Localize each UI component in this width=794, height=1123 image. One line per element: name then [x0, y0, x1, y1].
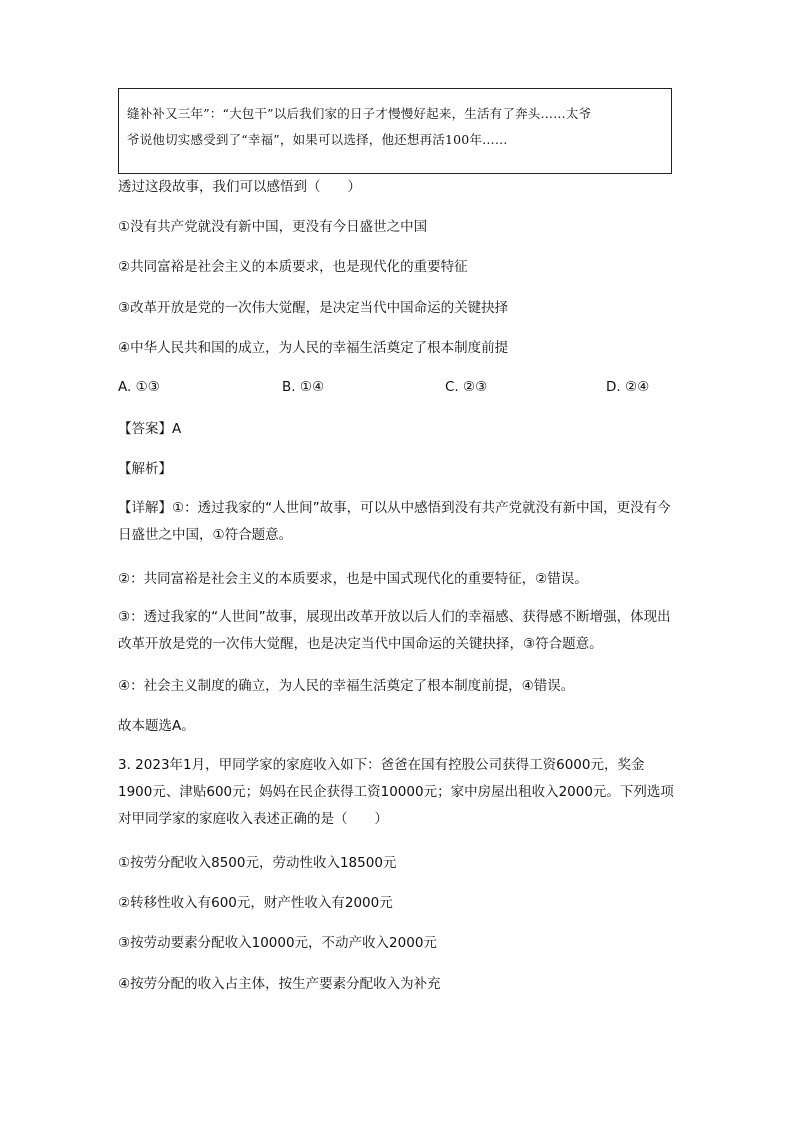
analysis-conclusion: 故本题选A。	[118, 718, 195, 734]
option-d: D. ②④	[606, 379, 650, 395]
analysis-detail-1: 【详解】①：透过我家的“人世间”故事，可以从中感悟到没有共产党就没有新中国，更没有今日盛世之中国，①符合题意。	[118, 500, 671, 543]
question-2-stem: 透过这段故事，我们可以感悟到（ ）	[118, 179, 361, 195]
story-excerpt-line-2: 爷说他切实感受到了“幸福”，如果可以选择，他还想再活100年……	[127, 132, 508, 147]
question-2-statement-2: ②共同富裕是社会主义的本质要求，也是现代化的重要特征	[118, 259, 468, 275]
analysis-detail-2: ②：共同富裕是社会主义的本质要求，也是中国式现代化的重要特征，②错误。	[118, 571, 588, 587]
question-2-options	[118, 379, 678, 399]
analysis-detail-4: ④：社会主义制度的确立，为人民的幸福生活奠定了根本制度前提，④错误。	[118, 678, 575, 694]
analysis-heading: 【解析】	[118, 461, 172, 477]
question-3-statement-2: ②转移性收入有600元，财产性收入有2000元	[118, 895, 393, 911]
answer-label: 【答案】A	[118, 421, 182, 437]
story-excerpt-box	[118, 88, 672, 174]
question-3-stem: 3. 2023年1月，甲同学家的家庭收入如下：爸爸在国有控股公司获得工资6000元，奖金1900元、津贴600元；妈妈在民企获得工资10000元；家中房屋出租收入2000元。下列选项对甲同学家的家庭收入表述正确的是（ ）	[118, 757, 674, 827]
question-2-statement-4: ④中华人民共和国的成立，为人民的幸福生活奠定了根本制度前提	[118, 340, 509, 356]
question-2-statement-1: ①没有共产党就没有新中国，更没有今日盛世之中国	[118, 219, 428, 235]
option-b: B. ①④	[282, 379, 325, 395]
story-excerpt-line-1: 缝补补又三年”：“大包干”以后我们家的日子才慢慢好起来，生活有了奔头……太爷	[127, 106, 592, 121]
option-c: C. ②③	[445, 379, 488, 395]
question-3-statement-1: ①按劳分配收入8500元，劳动性收入18500元	[118, 855, 397, 871]
question-3-statement-4: ④按劳分配的收入占主体，按生产要素分配收入为补充	[118, 976, 441, 992]
question-3-statement-3: ③按劳动要素分配收入10000元，不动产收入2000元	[118, 935, 437, 951]
question-2-statement-3: ③改革开放是党的一次伟大觉醒，是决定当代中国命运的关键抉择	[118, 300, 509, 316]
analysis-detail-3: ③：透过我家的“人世间”故事，展现出改革开放以后人们的幸福感、获得感不断增强，体现出改革开放是党的一次伟大觉醒，也是决定当代中国命运的关键抉择，③符合题意。	[118, 609, 671, 652]
option-a: A. ①③	[118, 379, 160, 395]
